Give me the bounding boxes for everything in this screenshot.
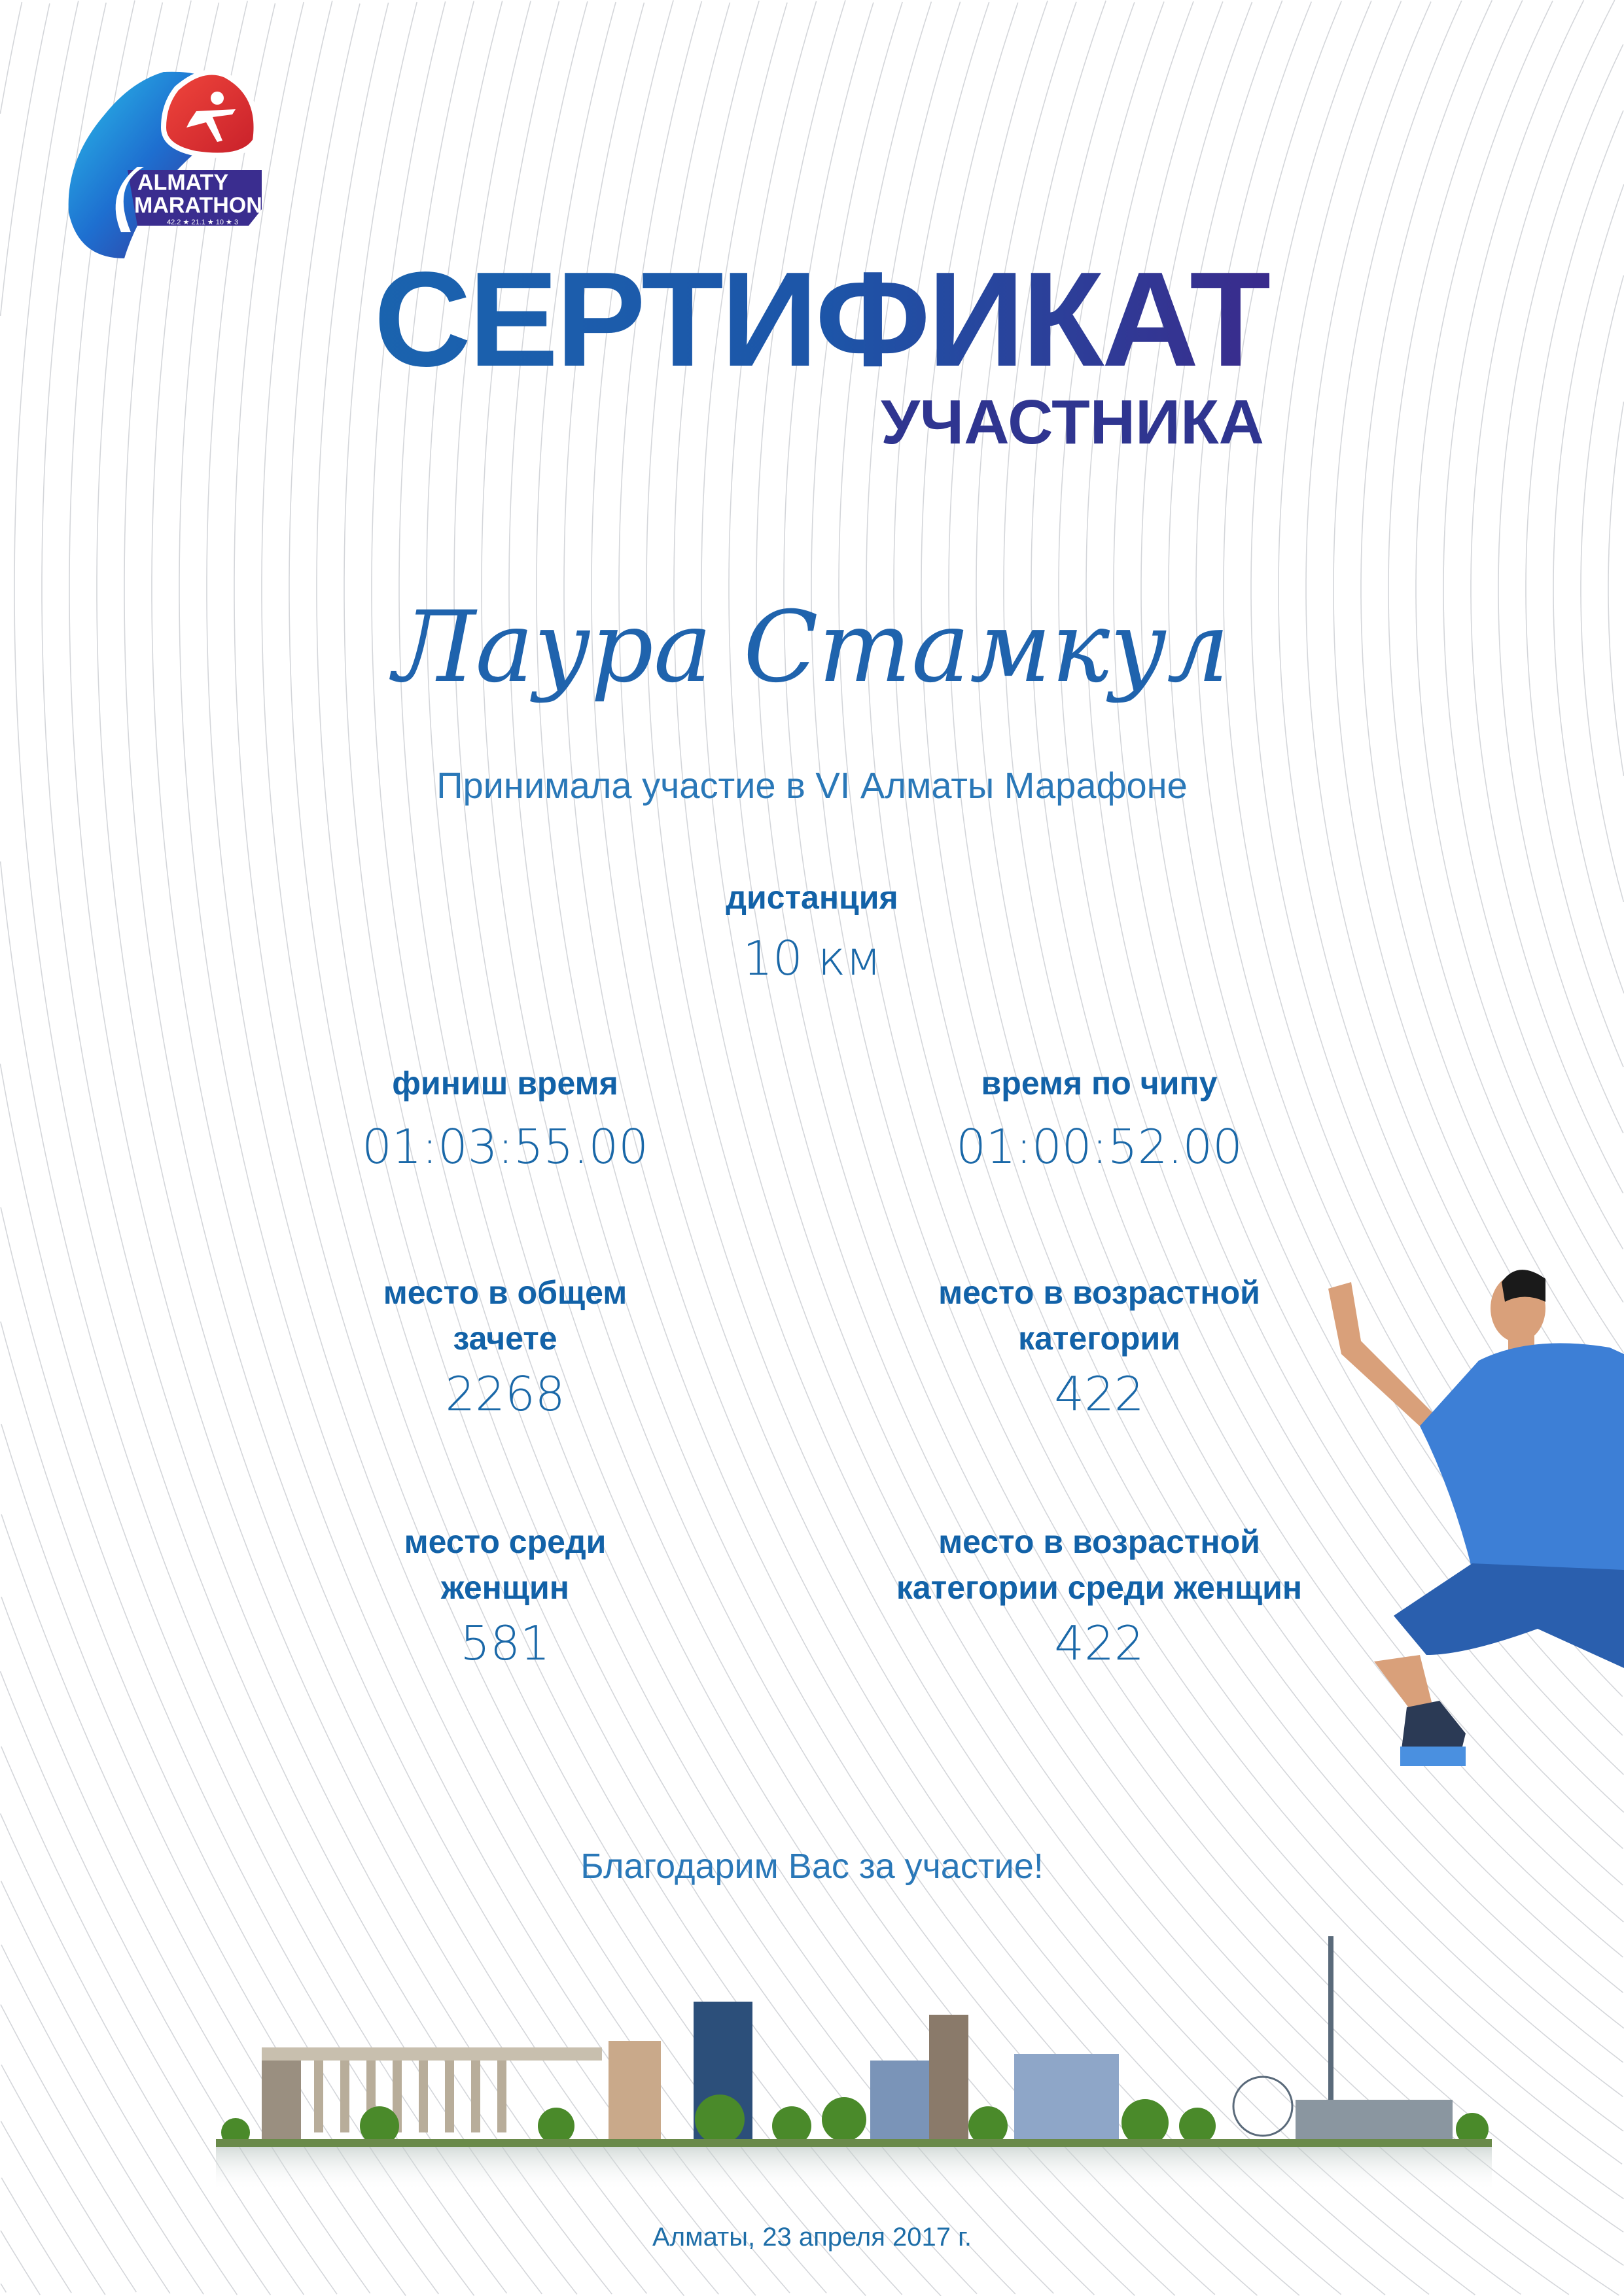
finish-time-label: финиш время (392, 1065, 618, 1102)
overall-place-value: 2268 (445, 1366, 565, 1421)
almaty-skyline-illustration (216, 1930, 1492, 2191)
background-arc (1, 2121, 105, 2295)
background-arc (1581, 275, 1624, 902)
certificate-date: Алматы, 23 апреля 2017 г. (652, 2223, 972, 2252)
age-category-place-value: 422 (1054, 1366, 1144, 1421)
overall-place-label-1: место в общем (383, 1274, 627, 1311)
distance-label: дистанция (726, 879, 898, 916)
distance-block (0, 875, 1624, 986)
thanks-text: Благодарим Вас за участие! (580, 1847, 1044, 1886)
women-age-category-place-block (838, 1519, 1361, 1671)
runner-illustration (1302, 1262, 1624, 1792)
certificate-title: СЕРТИФИКАТ (288, 252, 1269, 387)
participant-name: Лаура Стамкул (393, 591, 1229, 704)
overall-place-block (309, 1270, 701, 1421)
women-place-value: 581 (460, 1616, 550, 1671)
background-arc (1443, 0, 1623, 1249)
distance-value: 10 км (743, 931, 881, 986)
finish-time-value: 01:03:55.00 (362, 1119, 648, 1174)
women-age-category-value: 422 (1054, 1616, 1144, 1671)
svg-text:ALMATY: ALMATY (137, 170, 229, 195)
svg-text:MARATHON: MARATHON (134, 193, 262, 218)
background-arc (1, 2284, 6, 2292)
age-category-place-label-2: категории (1018, 1320, 1180, 1357)
chip-time-value: 01:00:52.00 (956, 1119, 1243, 1174)
background-arc (1, 2065, 136, 2293)
almaty-marathon-logo (65, 62, 281, 265)
women-place-label-2: женщин (441, 1569, 569, 1606)
background-arc (1416, 1, 1623, 1302)
background-arc (1553, 184, 1624, 994)
chip-time-label: время по чипу (981, 1065, 1218, 1102)
age-category-place-label-1: место в возрастной (938, 1274, 1260, 1311)
background-arc (1608, 402, 1624, 776)
women-age-category-label-2: категории среди женщин (896, 1569, 1303, 1606)
age-category-place-block (838, 1270, 1361, 1421)
svg-text:42.2 ★ 21.1 ★ 10 ★ 3: 42.2 ★ 21.1 ★ 10 ★ 3 (167, 218, 239, 226)
women-place-block (309, 1519, 701, 1671)
background-arc (1471, 0, 1623, 1193)
finish-time-block (309, 1060, 701, 1174)
overall-place-label-2: зачете (453, 1320, 557, 1357)
women-age-category-label-1: место в возрастной (938, 1523, 1260, 1560)
background-arc (1361, 0, 1623, 1400)
certificate-subtitle: УЧАСТНИКА (881, 387, 1264, 457)
chip-time-block (838, 1060, 1361, 1174)
participation-text: Принимала участие в VI Алматы Марафоне (436, 765, 1188, 806)
women-place-label-1: место среди (404, 1523, 607, 1560)
